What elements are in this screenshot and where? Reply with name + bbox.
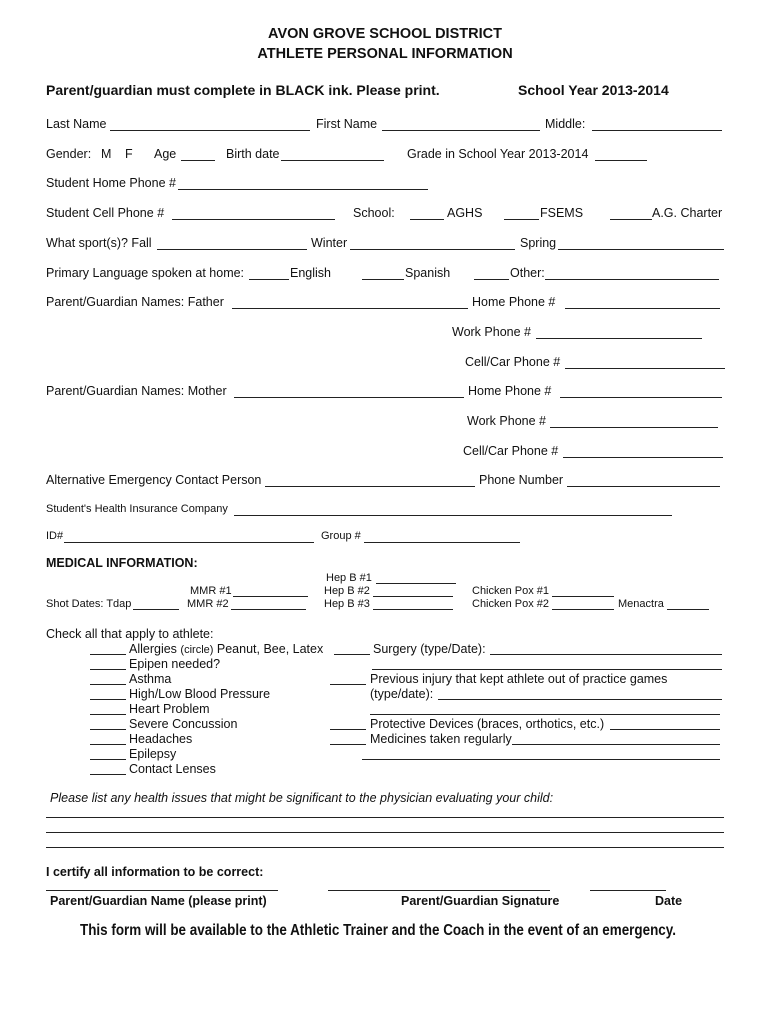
form-title-district: AVON GROVE SCHOOL DISTRICT — [268, 26, 502, 42]
health-issues-line-1[interactable] — [46, 817, 724, 818]
surgery-check[interactable] — [334, 654, 370, 655]
certify-heading: I certify all information to be correct: — [46, 865, 264, 879]
spanish-option: Spanish — [405, 266, 451, 280]
grade-field[interactable] — [595, 160, 647, 161]
father-home-phone-field[interactable] — [565, 308, 720, 309]
sports-spring-label: Spring — [520, 236, 557, 250]
epilepsy-check[interactable] — [90, 759, 126, 760]
chickenpox2-label: Chicken Pox #2 — [472, 598, 550, 610]
english-check[interactable] — [249, 279, 289, 280]
insurance-company-label: Student's Health Insurance Company — [46, 503, 228, 515]
epilepsy-label: Epilepsy — [129, 747, 177, 761]
contact-lenses-label: Contact Lenses — [129, 762, 216, 776]
school-year: School Year 2013-2014 — [518, 82, 669, 98]
emergency-contact-field[interactable] — [265, 486, 475, 487]
menactra-label: Menactra — [618, 598, 664, 610]
blood-pressure-label: High/Low Blood Pressure — [129, 687, 271, 701]
english-option: English — [290, 266, 331, 280]
health-issues-line-3[interactable] — [46, 847, 724, 848]
school-label: School: — [353, 206, 395, 220]
tdap-field[interactable] — [133, 609, 179, 610]
charter-check[interactable] — [610, 219, 652, 220]
other-language-label: Other: — [510, 266, 545, 280]
heart-problem-check[interactable] — [90, 714, 126, 715]
mother-cell-phone-field[interactable] — [563, 457, 723, 458]
concussion-label: Severe Concussion — [129, 717, 238, 731]
hepb2-field[interactable] — [373, 596, 453, 597]
form-title-athlete-info: ATHLETE PERSONAL INFORMATION — [257, 46, 513, 62]
age-label: Age — [154, 147, 177, 161]
hepb3-label: Hep B #3 — [324, 598, 370, 610]
surgery-field-line2[interactable] — [372, 669, 722, 670]
check-all-label: Check all that apply to athlete: — [46, 627, 214, 641]
fsems-option: FSEMS — [540, 206, 584, 220]
emergency-phone-field[interactable] — [567, 486, 720, 487]
mother-work-phone-field[interactable] — [550, 427, 718, 428]
mother-cell-phone-label: Cell/Car Phone # — [463, 444, 559, 458]
mmr2-label: MMR #2 — [187, 598, 229, 610]
mother-label: Parent/Guardian Names: Mother — [46, 384, 227, 398]
allergies-label: Allergies (circle) Peanut, Bee, Latex — [129, 642, 324, 656]
guardian-name-field[interactable] — [46, 890, 278, 891]
contact-lenses-check[interactable] — [90, 774, 126, 775]
spanish-check[interactable] — [362, 279, 404, 280]
sports-winter-label: Winter — [311, 236, 348, 250]
father-name-field[interactable] — [232, 308, 468, 309]
protective-devices-field[interactable] — [610, 729, 720, 730]
protective-devices-label: Protective Devices (braces, orthotics, etc.) — [370, 717, 605, 731]
concussion-check[interactable] — [90, 729, 126, 730]
medical-heading: MEDICAL INFORMATION: — [46, 556, 198, 570]
language-label: Primary Language spoken at home: — [46, 266, 245, 280]
medicines-field-line2[interactable] — [362, 759, 720, 760]
medicines-label: Medicines taken regularly — [370, 732, 512, 746]
father-work-phone-field[interactable] — [536, 338, 702, 339]
hepb1-field[interactable] — [376, 583, 456, 584]
first-name-field[interactable] — [382, 130, 540, 131]
blood-pressure-check[interactable] — [90, 699, 126, 700]
headaches-label: Headaches — [129, 732, 193, 746]
age-field[interactable] — [181, 160, 215, 161]
student-home-phone-field[interactable] — [178, 189, 428, 190]
mother-home-phone-field[interactable] — [560, 397, 722, 398]
student-cell-phone-label: Student Cell Phone # — [46, 206, 165, 220]
surgery-label: Surgery (type/Date): — [373, 642, 486, 656]
mmr1-label: MMR #1 — [190, 585, 232, 597]
mmr2-field[interactable] — [231, 609, 306, 610]
footer-notice: This form will be available to the Athletic Trainer and the Coach in the event of an emergency. — [80, 922, 676, 939]
asthma-label: Asthma — [129, 672, 172, 686]
charter-option: A.G. Charter — [652, 206, 723, 220]
fsems-check[interactable] — [504, 219, 539, 220]
hepb1-label: Hep B #1 — [326, 572, 372, 584]
chickenpox1-label: Chicken Pox #1 — [472, 585, 550, 597]
injury-type-date-label: (type/date): — [370, 687, 434, 701]
father-home-phone-label: Home Phone # — [472, 295, 556, 309]
first-name-label: First Name — [316, 117, 378, 131]
instructions: Parent/guardian must complete in BLACK ink. Please print. — [46, 82, 440, 98]
date-label: Date — [655, 894, 683, 908]
medicines-field[interactable] — [512, 744, 720, 745]
guardian-signature-label: Parent/Guardian Signature — [401, 894, 560, 908]
injury-type-date-field[interactable] — [438, 699, 722, 700]
middle-name-field[interactable] — [592, 130, 722, 131]
guardian-signature-field[interactable] — [328, 890, 550, 891]
medicines-check[interactable] — [330, 744, 366, 745]
mother-work-phone-label: Work Phone # — [467, 414, 546, 428]
last-name-field[interactable] — [110, 130, 310, 131]
birth-date-label: Birth date — [226, 147, 280, 161]
insurance-company-field[interactable] — [234, 515, 672, 516]
health-issues-label: Please list any health issues that might be significant to the physician evaluating your child: — [50, 791, 554, 805]
previous-injury-label: Previous injury that kept athlete out of practice games — [370, 672, 668, 686]
emergency-contact-label: Alternative Emergency Contact Person — [46, 473, 262, 487]
insurance-id-field[interactable] — [64, 542, 314, 543]
grade-label: Grade in School Year 2013-2014 — [407, 147, 589, 161]
menactra-field[interactable] — [667, 609, 709, 610]
hepb2-label: Hep B #2 — [324, 585, 370, 597]
gender-m-option[interactable]: M — [101, 147, 112, 161]
date-field[interactable] — [590, 890, 666, 891]
epipen-label: Epipen needed? — [129, 657, 221, 671]
heart-problem-label: Heart Problem — [129, 702, 210, 716]
sports-fall-field[interactable] — [157, 249, 307, 250]
headaches-check[interactable] — [90, 744, 126, 745]
insurance-group-field[interactable] — [364, 542, 520, 543]
father-work-phone-label: Work Phone # — [452, 325, 531, 339]
mother-name-field[interactable] — [234, 397, 464, 398]
birth-date-field[interactable] — [281, 160, 384, 161]
student-home-phone-label: Student Home Phone # — [46, 176, 176, 190]
epipen-check[interactable] — [90, 669, 126, 670]
surgery-field[interactable] — [490, 654, 722, 655]
last-name-label: Last Name — [46, 117, 107, 131]
health-issues-line-2[interactable] — [46, 832, 724, 833]
hepb3-field[interactable] — [373, 609, 453, 610]
father-cell-phone-field[interactable] — [565, 368, 725, 369]
other-language-field[interactable] — [545, 279, 719, 280]
protective-devices-check[interactable] — [330, 729, 366, 730]
father-cell-phone-label: Cell/Car Phone # — [465, 355, 561, 369]
sports-spring-field[interactable] — [558, 249, 724, 250]
aghs-check[interactable] — [410, 219, 444, 220]
father-label: Parent/Guardian Names: Father — [46, 295, 224, 309]
sports-winter-field[interactable] — [350, 249, 515, 250]
chickenpox2-field[interactable] — [552, 609, 614, 610]
chickenpox1-field[interactable] — [552, 596, 614, 597]
allergies-check[interactable] — [90, 654, 126, 655]
insurance-id-label: ID# — [46, 530, 64, 542]
sports-fall-label: What sport(s)? Fall — [46, 236, 152, 250]
gender-f-option[interactable]: F — [125, 147, 133, 161]
aghs-option: AGHS — [447, 206, 483, 220]
shot-dates-label: Shot Dates: Tdap — [46, 598, 132, 610]
mmr1-field[interactable] — [233, 596, 308, 597]
asthma-check[interactable] — [90, 684, 126, 685]
guardian-name-label: Parent/Guardian Name (please print) — [50, 894, 267, 908]
injury-field-line2[interactable] — [370, 714, 720, 715]
previous-injury-check[interactable] — [330, 684, 366, 685]
emergency-phone-label: Phone Number — [479, 473, 564, 487]
gender-label: Gender: — [46, 147, 92, 161]
other-language-check[interactable] — [474, 279, 509, 280]
middle-label: Middle: — [545, 117, 586, 131]
mother-home-phone-label: Home Phone # — [468, 384, 552, 398]
student-cell-phone-field[interactable] — [172, 219, 335, 220]
insurance-group-label: Group # — [321, 530, 361, 542]
